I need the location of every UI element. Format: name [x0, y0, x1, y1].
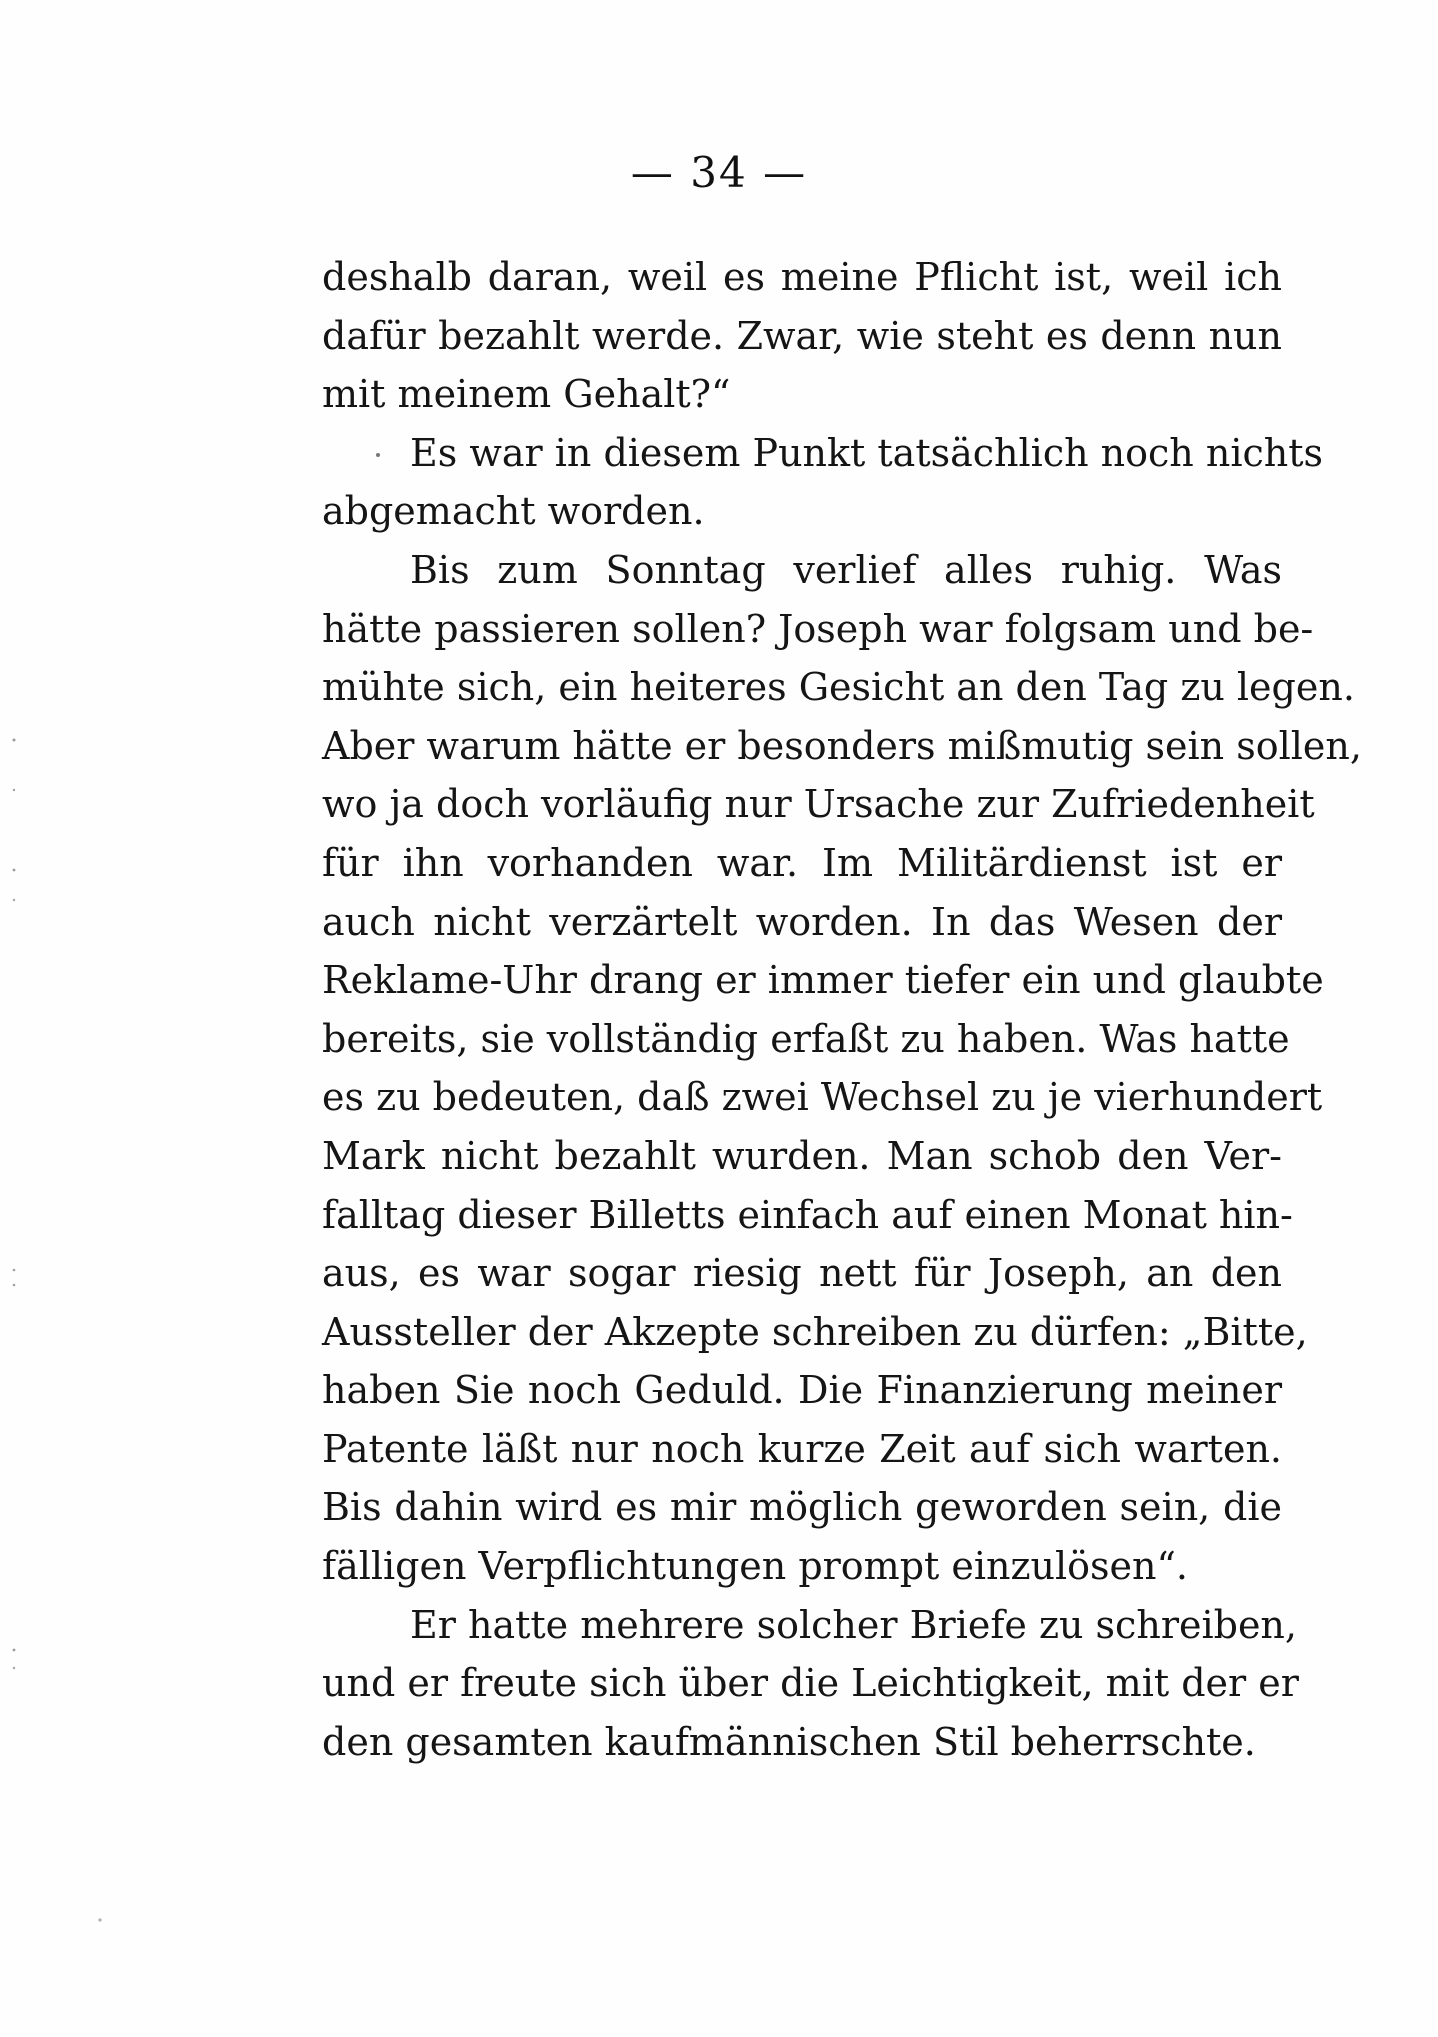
text-line: auch nicht verzärtelt worden. In das Wesen der	[322, 899, 1282, 944]
text-line: Bis dahin wird es mir möglich geworden sein, die	[322, 1485, 1282, 1530]
text-line: bereits, sie vollständig erfaßt zu haben. Was hatte	[322, 1016, 1290, 1061]
text-line: haben Sie noch Geduld. Die Finanzierung meiner	[322, 1368, 1282, 1413]
text-line: für ihn vorhanden war. Im Militärdienst ist er	[322, 840, 1282, 885]
text-line: und er freute sich über die Leichtigkeit, mit der er	[322, 1661, 1299, 1706]
text-line: fälligen Verpflichtungen prompt einzulösen“.	[322, 1544, 1189, 1589]
text-line: Mark nicht bezahlt wurden. Man schob den Ver-	[322, 1133, 1282, 1178]
text-line: dafür bezahlt werde. Zwar, wie steht es denn nun	[322, 313, 1282, 358]
text-line: falltag dieser Billetts einfach auf einen Monat hin-	[322, 1192, 1293, 1237]
text-line: Patente läßt nur noch kurze Zeit auf sich warten.	[322, 1426, 1282, 1471]
text-line: mit meinem Gehalt?“	[322, 372, 731, 417]
text-line: Er hatte mehrere solcher Briefe zu schreiben,	[410, 1602, 1297, 1647]
text-line: abgemacht worden.	[322, 489, 705, 534]
text-line: Reklame-Uhr drang er immer tiefer ein und glaubte	[322, 958, 1324, 1003]
text-line: wo ja doch vorläufig nur Ursache zur Zufriedenheit	[322, 782, 1315, 827]
text-line: den gesamten kaufmännischen Stil beherrschte.	[322, 1719, 1256, 1764]
text-line: Es war in diesem Punkt tatsächlich noch nichts	[410, 430, 1324, 475]
text-line: Aber warum hätte er besonders mißmutig sein sollen,	[322, 723, 1362, 768]
text-line: deshalb daran, weil es meine Pflicht ist, weil ich	[322, 255, 1282, 299]
text-line: mühte sich, ein heiteres Gesicht an den Tag zu legen.	[322, 665, 1355, 710]
body-text	[322, 248, 1362, 1771]
text-line: Bis zum Sonntag verlief alles ruhig. Was	[410, 547, 1282, 592]
text-line: Aussteller der Akzepte schreiben zu dürfen: „Bitte,	[322, 1309, 1308, 1354]
page-number: — 34 —	[630, 148, 808, 197]
text-line: aus, es war sogar riesig nett für Joseph, an den	[322, 1251, 1282, 1296]
text-line: hätte passieren sollen? Joseph war folgsam und be-	[322, 606, 1314, 651]
text-line: es zu bedeuten, daß zwei Wechsel zu je vierhundert	[322, 1075, 1323, 1120]
